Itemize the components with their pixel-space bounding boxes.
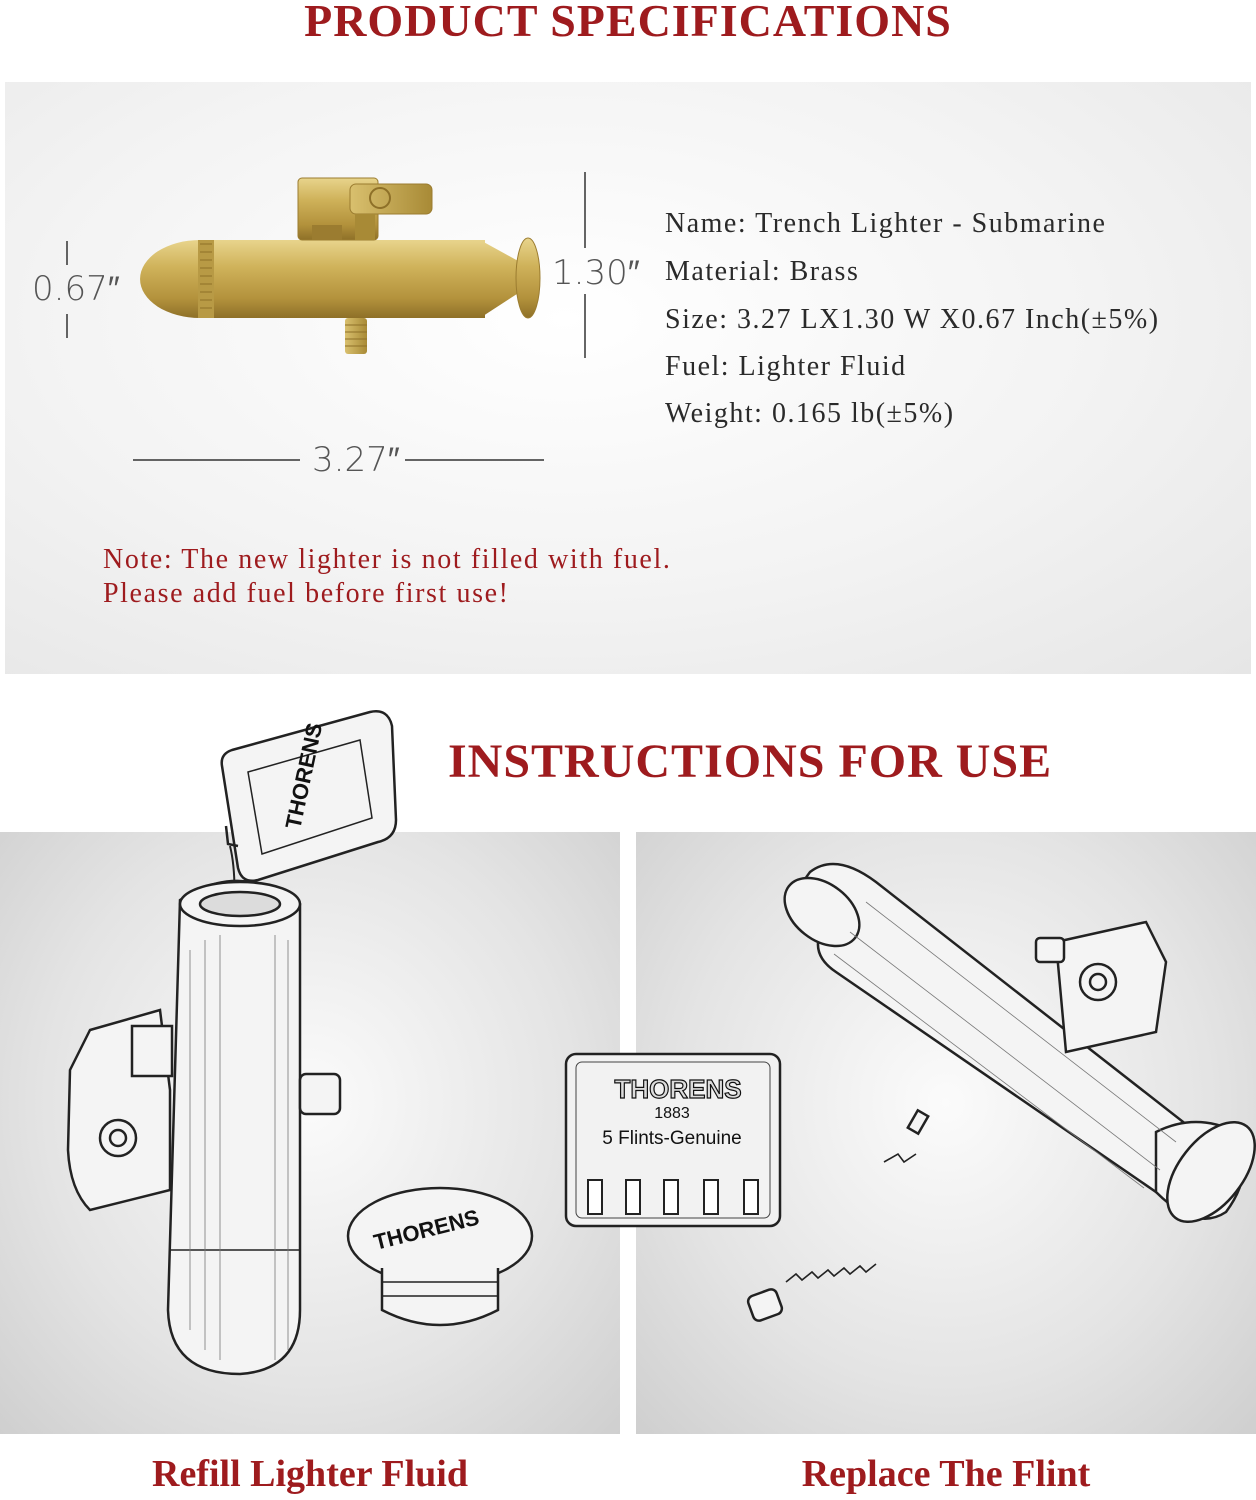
caption-refill: Refill Lighter Fluid bbox=[152, 1453, 468, 1495]
spec-weight: Weight: 0.165 lb(±5%) bbox=[665, 398, 955, 429]
dimension-length: 3.27″ bbox=[312, 440, 400, 480]
dimension-lines bbox=[0, 0, 1256, 500]
refill-illustration bbox=[0, 690, 620, 1450]
dimension-height-small: 0.67″ bbox=[32, 269, 120, 309]
fuel-can-brand: THORENS bbox=[280, 720, 328, 832]
flint-pack-year: 1883 bbox=[654, 1105, 690, 1122]
spec-size: Size: 3.27 LX1.30 W X0.67 Inch(±5%) bbox=[665, 304, 1160, 335]
spec-material: Material: Brass bbox=[665, 256, 860, 287]
flint-pack-brand: THORENS bbox=[614, 1074, 742, 1104]
spec-fuel: Fuel: Lighter Fluid bbox=[665, 351, 907, 382]
flint-pack-label: 5 Flints-Genuine bbox=[602, 1128, 742, 1149]
cap-brand: THORENS bbox=[371, 1204, 482, 1255]
flint-illustration bbox=[636, 832, 1256, 1452]
dimension-height-large: 1.30″ bbox=[552, 253, 640, 293]
spec-heading: PRODUCT SPECIFICATIONS bbox=[304, 0, 952, 46]
spec-name: Name: Trench Lighter - Submarine bbox=[665, 208, 1107, 239]
instructions-heading: INSTRUCTIONS FOR USE bbox=[448, 735, 1053, 788]
caption-flint: Replace The Flint bbox=[801, 1453, 1091, 1495]
note-line-2: Please add fuel before first use! bbox=[103, 578, 510, 609]
note-line-1: Note: The new lighter is not filled with fuel. bbox=[103, 544, 672, 575]
